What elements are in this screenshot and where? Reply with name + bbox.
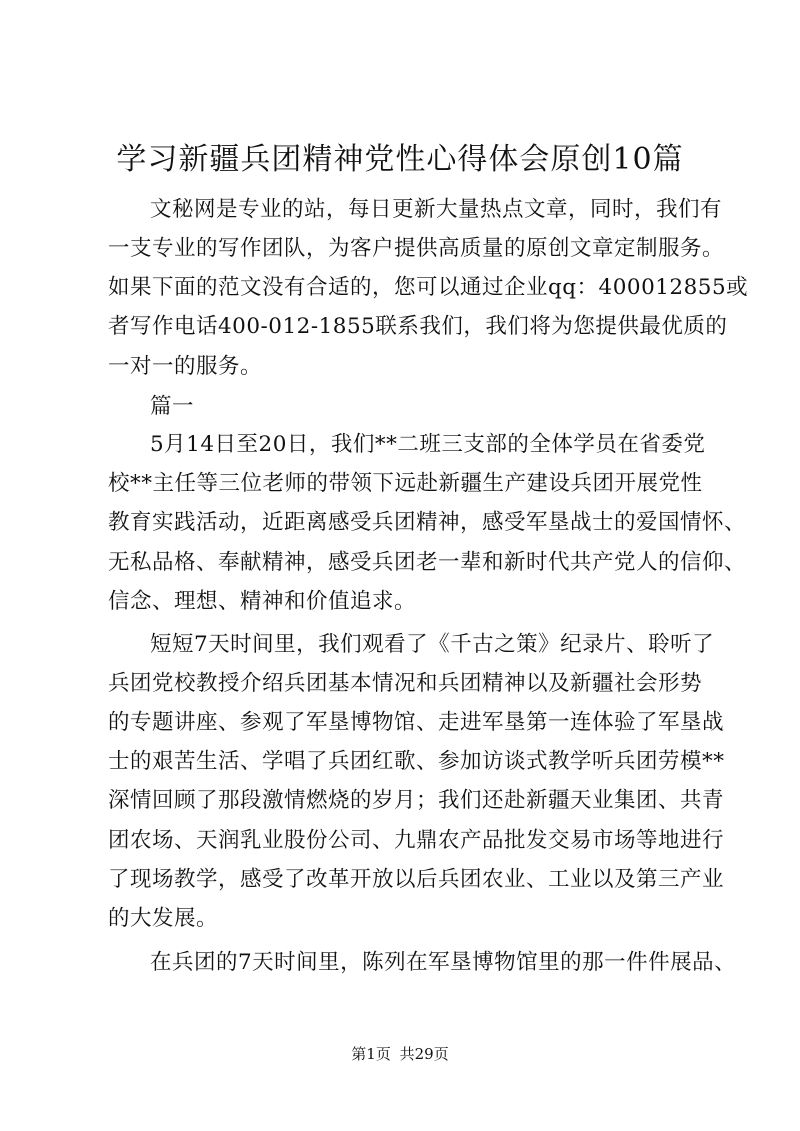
page-number-footer: 第1页 共29页 (351, 1045, 449, 1063)
document-title: 学习新疆兵团精神党性心得体会原创10篇 (116, 142, 684, 177)
section-heading: 篇一 (150, 394, 195, 419)
paragraph-line: 兵团党校教授介绍兵团基本情况和兵团精神以及新疆社会形势 (108, 671, 703, 696)
paragraph-line: 无私品格、奉献精神，感受兵团老一辈和新时代共产党人的信仰、 (108, 550, 747, 575)
paragraph-line: 一支专业的写作团队，为客户提供高质量的原创文章定制服务。 (108, 236, 725, 261)
paragraph-line: 在兵团的7天时间里，陈列在军垦博物馆里的那一件件展品、 (150, 950, 737, 975)
paragraph-line: 校**主任等三位老师的带领下远赴新疆生产建设兵团开展党性 (108, 471, 703, 496)
paragraph-line: 深情回顾了那段激情燃烧的岁月；我们还赴新疆天业集团、共青 (108, 788, 725, 813)
paragraph-line: 者写作电话400-012-1855联系我们，我们将为您提供最优质的 (108, 314, 728, 339)
paragraph-line: 文秘网是专业的站，每日更新大量热点文章，同时，我们有 (150, 197, 723, 222)
paragraph-line: 了现场教学，感受了改革开放以后兵团农业、工业以及第三产业 (108, 867, 725, 892)
paragraph-line: 的大发展。 (108, 906, 219, 931)
paragraph-line: 团农场、天润乳业股份公司、九鼎农产品批发交易市场等地进行 (108, 828, 725, 853)
paragraph-line: 教育实践活动，近距离感受兵团精神，感受军垦战士的爱国情怀、 (108, 510, 747, 535)
paragraph-line: 5月14日至20日，我们**二班三支部的全体学员在省委党 (150, 432, 706, 457)
paragraph-line: 短短7天时间里，我们观看了《千古之策》纪录片、聆听了 (150, 632, 715, 657)
paragraph-line: 如果下面的范文没有合适的，您可以通过企业qq：400012855或 (108, 275, 749, 300)
paragraph-line: 信念、理想、精神和价值追求。 (108, 589, 417, 614)
paragraph-line: 一对一的服务。 (108, 354, 263, 379)
paragraph-line: 士的艰苦生活、学唱了兵团红歌、参加访谈式教学听兵团劳模** (108, 749, 725, 774)
paragraph-line: 的专题讲座、参观了军垦博物馆、走进军垦第一连体验了军垦战 (108, 710, 725, 735)
